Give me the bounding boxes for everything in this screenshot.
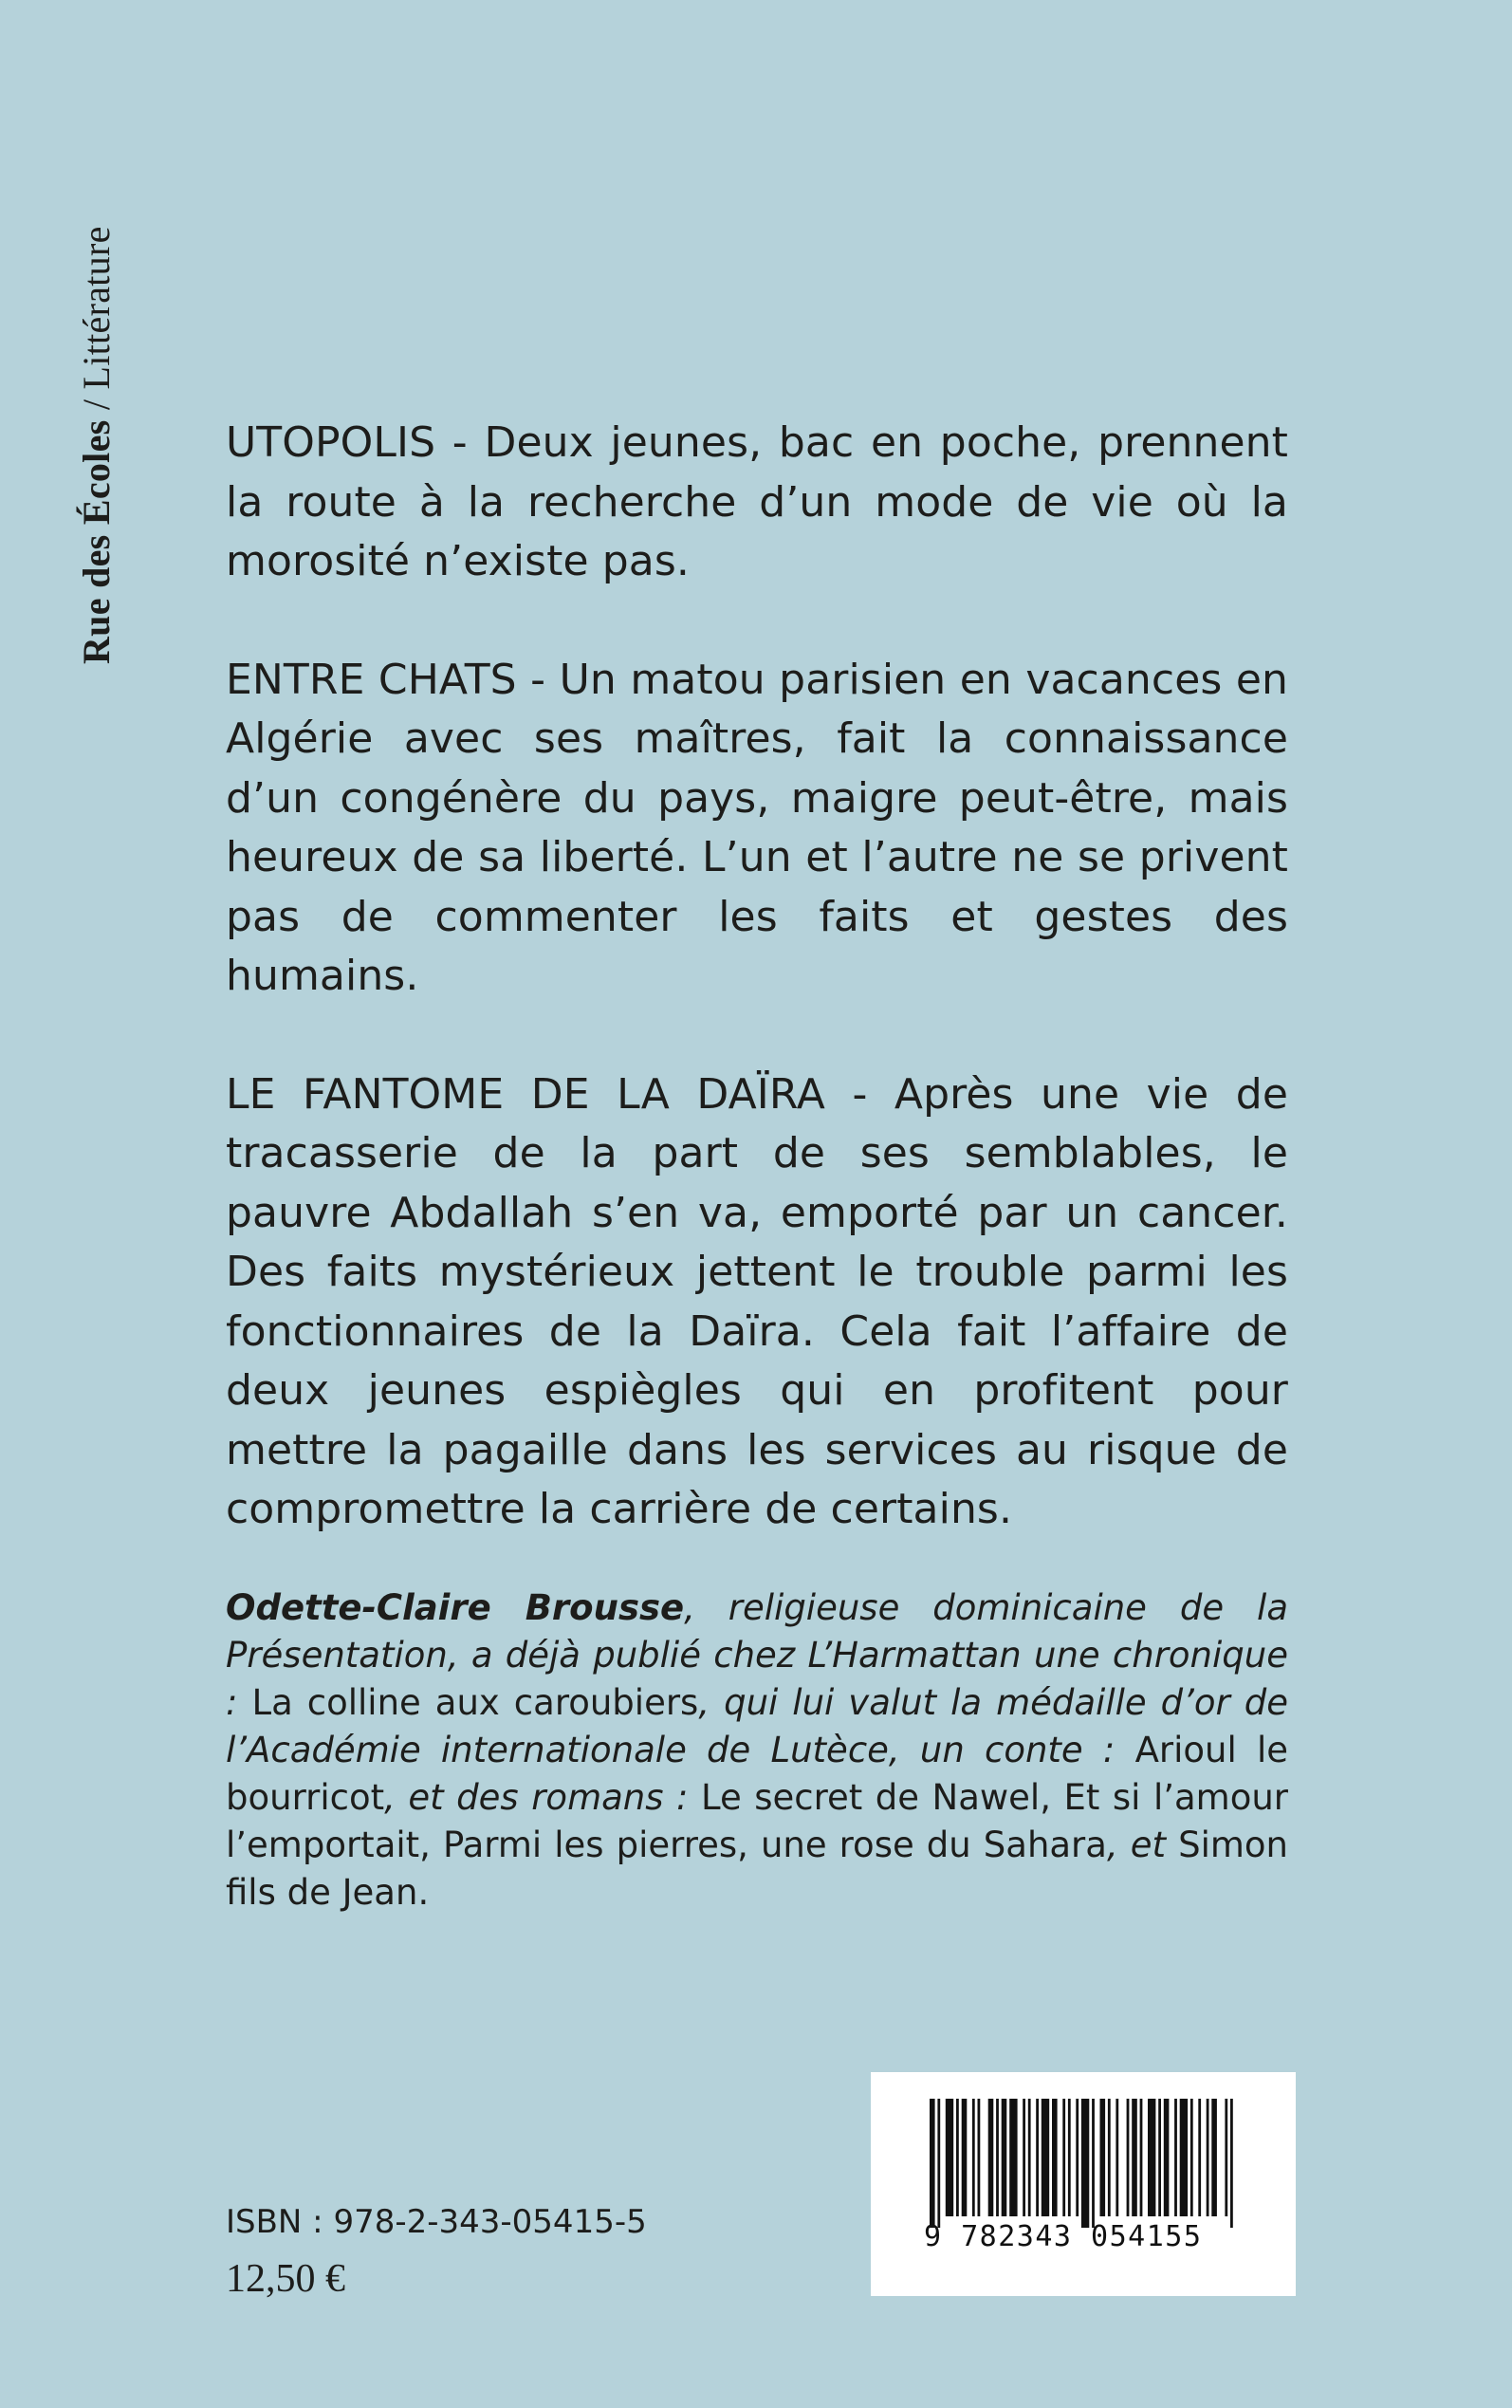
spine-separator: / [75, 389, 118, 420]
spine-text [74, 226, 120, 664]
category-name: Littérature [75, 226, 118, 390]
author-bio-4: , et [1106, 1825, 1179, 1865]
summary-paragraph-fantome: LE FANTOME DE LA DAÏRA - Après une vie de tracasserie de la part de ses semblables, le pauvre Abdallah s’en va, emporté par un cancer. Des faits mystérieux jettent le trouble parmi les fonctionnaires de la Daïra. Cela fait l’affaire de deux jeunes espiègles qui en profitent pour mettre la pagaille dans les services au risque de compromettre la carrière de certains. [226, 1069, 1288, 1533]
summary-paragraph-entre-chats: ENTRE CHATS - Un matou parisien en vacances en Algérie avec ses maîtres, fait la connaissance d’un congénère du pays, maigre peut-être, mais heureux de sa liberté. L’un et l’autre ne se privent pas de commenter les faits et gestes des humains. [226, 655, 1288, 1000]
book-title-2: Arioul le bourricot [226, 1730, 1288, 1818]
author-bio [226, 1584, 1288, 1917]
book-title-1: La colline aux caroubiers [251, 1682, 699, 1723]
author-bio-3: , et des romans : [384, 1777, 701, 1818]
author-bio-2: , qui lui valut la médaille d’or de l’Académie internationale de Lutèce, un conte : [226, 1682, 1288, 1770]
price: 12,50 € [226, 2257, 345, 2301]
author-name: Odette-Claire Brousse [226, 1587, 685, 1628]
book-title-3: Le secret de Nawel, Et si l’amour l’emportait, Parmi les pierres, une rose du Sahara [226, 1777, 1289, 1865]
author-bio-end: . [417, 1872, 430, 1913]
barcode [871, 2072, 1296, 2296]
barcode-bars-icon [930, 2099, 1237, 2228]
collection-name: Rue des Écoles [75, 419, 118, 664]
author-bio-1: , religieuse dominicaine de la Présentation, a déjà publié chez L’Harmattan une chronique : [226, 1587, 1288, 1723]
book-title-4: Simon fils de Jean [226, 1825, 1288, 1913]
isbn: ISBN : 978-2-343-05415-5 [226, 2203, 647, 2241]
barcode-digits: 9 782343 054155 [924, 2220, 1203, 2253]
summary-paragraph-utopolis: UTOPOLIS - Deux jeunes, bac en poche, prennent la route à la recherche d’un mode de vie où la morosité n’existe pas. [226, 418, 1288, 585]
summary [226, 414, 1288, 1599]
